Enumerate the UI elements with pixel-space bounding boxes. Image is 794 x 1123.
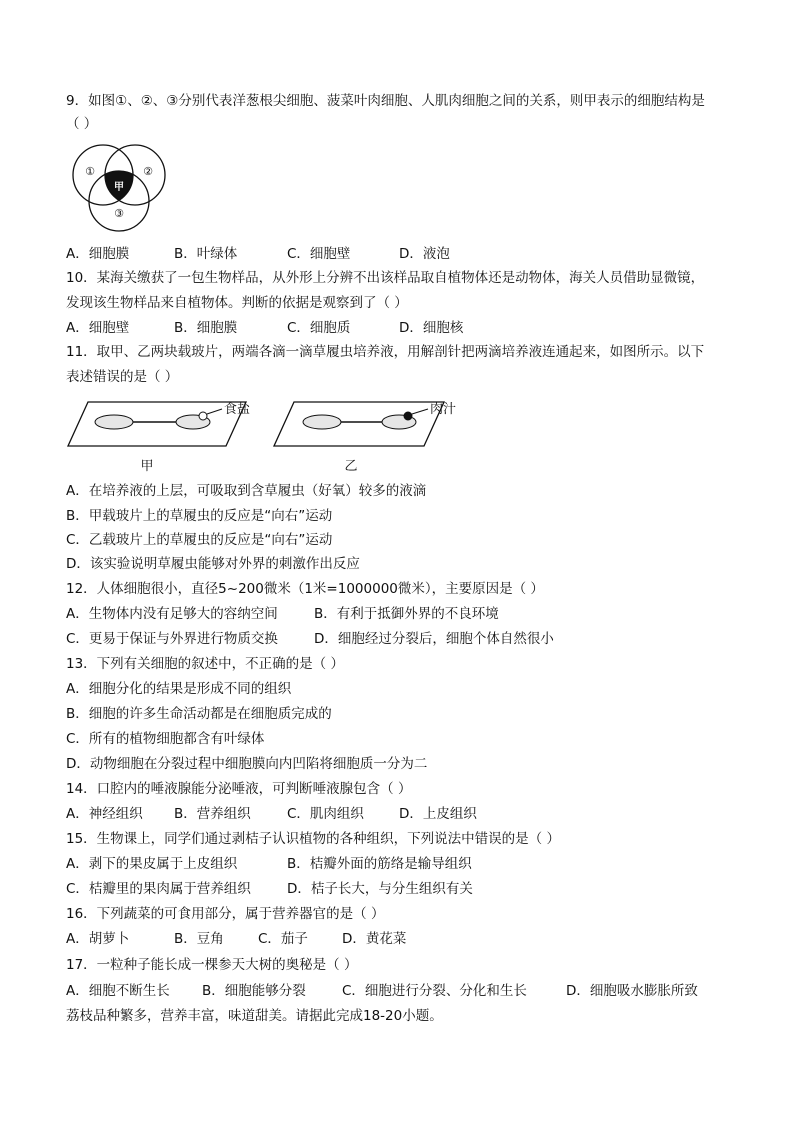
q13-option-a[interactable]: A．细胞分化的结果是形成不同的组织 bbox=[66, 681, 292, 697]
q11-option-c[interactable]: C．乙载玻片上的草履虫的反应是“向右”运动 bbox=[66, 532, 333, 548]
salt-particle bbox=[199, 412, 207, 420]
q17-option-a[interactable]: A．细胞不断生长 bbox=[66, 983, 170, 999]
q11-stem-line1: 11．取甲、乙两块载玻片，两端各滴一滴草履虫培养液，用解剖针把两滴培养液连通起来，如图所示。以下 bbox=[66, 344, 705, 360]
slide-yi-caption: 乙 bbox=[344, 459, 358, 474]
q13-option-c[interactable]: C．所有的植物细胞都含有叶绿体 bbox=[66, 731, 265, 747]
slide-jia-drop-left bbox=[95, 415, 133, 429]
q12-option-d[interactable]: D．细胞经过分裂后，细胞个体自然很小 bbox=[314, 631, 554, 647]
q17-option-b[interactable]: B．细胞能够分裂 bbox=[202, 983, 306, 999]
slide-jia bbox=[68, 402, 246, 446]
q12-option-b[interactable]: B．有利于抵御外界的不良环境 bbox=[314, 606, 499, 622]
q13-stem: 13．下列有关细胞的叙述中，不正确的是（ ） bbox=[66, 656, 344, 672]
meat-juice-drop bbox=[404, 412, 412, 420]
venn-label-3: ③ bbox=[114, 207, 124, 220]
q17-option-d[interactable]: D．细胞吸水膨胀所致 bbox=[566, 983, 698, 999]
q15-option-b[interactable]: B．桔瓣外面的筋络是输导组织 bbox=[287, 856, 472, 872]
slides-figure bbox=[66, 394, 486, 476]
q12-option-a[interactable]: A．生物体内没有足够大的容纳空间 bbox=[66, 606, 278, 622]
salt-label: 食盐 bbox=[224, 402, 251, 417]
q9-option-d[interactable]: D．液泡 bbox=[399, 246, 450, 262]
q9-stem-line2: （ ） bbox=[66, 116, 98, 132]
q11-option-a[interactable]: A．在培养液的上层，可吸取到含草履虫（好氧）较多的液滴 bbox=[66, 483, 427, 499]
q15-option-c[interactable]: C．桔瓣里的果肉属于营养组织 bbox=[66, 881, 251, 897]
q12-stem: 12．人体细胞很小，直径5~200微米（1米=1000000微米），主要原因是（ ） bbox=[66, 581, 544, 597]
meat-juice-leader-line bbox=[412, 409, 428, 414]
q14-option-a[interactable]: A．神经组织 bbox=[66, 806, 143, 822]
q13-option-b[interactable]: B．细胞的许多生命活动都是在细胞质完成的 bbox=[66, 706, 332, 722]
q11-option-b[interactable]: B．甲载玻片上的草履虫的反应是“向右”运动 bbox=[66, 508, 333, 524]
q15-stem: 15．生物课上，同学们通过剥桔子认识植物的各种组织，下列说法中错误的是（ ） bbox=[66, 831, 560, 847]
q17-option-c[interactable]: C．细胞进行分裂、分化和生长 bbox=[342, 983, 527, 999]
slide-jia-caption: 甲 bbox=[140, 459, 154, 474]
q14-stem: 14．口腔内的唾液腺能分泌唾液，可判断唾液腺包含（ ） bbox=[66, 781, 412, 797]
q15-option-d[interactable]: D．桔子长大，与分生组织有关 bbox=[287, 881, 473, 897]
meat-juice-label: 肉汁 bbox=[430, 402, 457, 417]
q14-option-b[interactable]: B．营养组织 bbox=[174, 806, 251, 822]
q10-option-c[interactable]: C．细胞质 bbox=[287, 320, 351, 336]
q13-option-d[interactable]: D．动物细胞在分裂过程中细胞膜向内凹陷将细胞质一分为二 bbox=[66, 756, 428, 772]
q10-option-b[interactable]: B．细胞膜 bbox=[174, 320, 238, 336]
q9-option-a[interactable]: A．细胞膜 bbox=[66, 246, 130, 262]
q14-option-c[interactable]: C．肌肉组织 bbox=[287, 806, 364, 822]
q14-option-d[interactable]: D．上皮组织 bbox=[399, 806, 477, 822]
slide-yi bbox=[274, 402, 444, 446]
q10-option-d[interactable]: D．细胞核 bbox=[399, 320, 464, 336]
venn-label-1: ① bbox=[85, 165, 95, 178]
q16-option-b[interactable]: B．豆角 bbox=[174, 931, 224, 947]
q9-option-c[interactable]: C．细胞壁 bbox=[287, 246, 351, 262]
q16-stem: 16．下列蔬菜的可食用部分，属于营养器官的是（ ） bbox=[66, 906, 385, 922]
q17-stem: 17．一粒种子能长成一棵参天大树的奥秘是（ ） bbox=[66, 957, 358, 973]
q16-option-a[interactable]: A．胡萝卜 bbox=[66, 931, 130, 947]
q9-stem-line1: 9．如图①、②、③分别代表洋葱根尖细胞、菠菜叶肉细胞、人肌肉细胞之间的关系，则甲表示的细胞结构是 bbox=[66, 93, 705, 109]
venn-center-label: 甲 bbox=[114, 182, 124, 193]
q10-stem-line1: 10．某海关缴获了一包生物样品，从外形上分辨不出该样品取自植物体还是动物体，海关人员借助显微镜， bbox=[66, 270, 705, 286]
q11-option-d[interactable]: D．该实验说明草履虫能够对外界的刺激作出反应 bbox=[66, 556, 360, 572]
passage-lychee: 荔枝品种繁多，营养丰富，味道甜美。请据此完成18-20小题。 bbox=[66, 1008, 443, 1024]
q15-option-a[interactable]: A．剥下的果皮属于上皮组织 bbox=[66, 856, 238, 872]
venn-diagram-figure bbox=[66, 143, 172, 233]
slide-yi-drop-left bbox=[303, 415, 341, 429]
salt-leader-line bbox=[207, 409, 222, 414]
q10-stem-line2: 发现该生物样品来自植物体。判断的依据是观察到了（ ） bbox=[66, 295, 408, 311]
q12-option-c[interactable]: C．更易于保证与外界进行物质交换 bbox=[66, 631, 278, 647]
q9-option-b[interactable]: B．叶绿体 bbox=[174, 246, 238, 262]
q16-option-d[interactable]: D．黄花菜 bbox=[342, 931, 407, 947]
q16-option-c[interactable]: C．茄子 bbox=[258, 931, 308, 947]
venn-label-2: ② bbox=[143, 165, 153, 178]
q11-stem-line2: 表述错误的是（ ） bbox=[66, 369, 179, 385]
q10-option-a[interactable]: A．细胞壁 bbox=[66, 320, 130, 336]
